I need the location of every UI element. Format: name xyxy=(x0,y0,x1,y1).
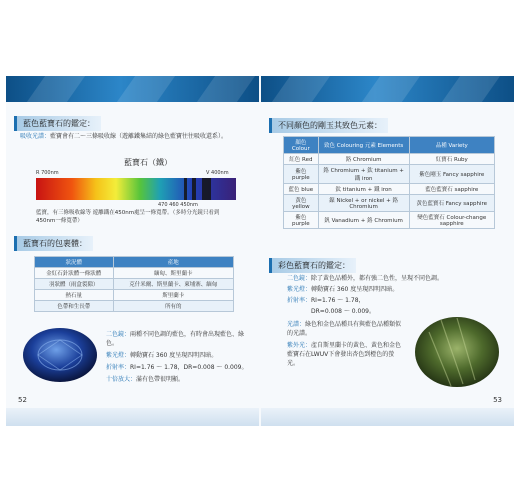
right-page xyxy=(261,76,514,426)
table-cell: 色帶和生長帶 xyxy=(35,301,114,312)
table-header-row xyxy=(35,257,234,268)
pleochroism-label: 二色鏡： xyxy=(106,331,131,338)
table-header-cell: 狀況體 xyxy=(35,257,114,268)
spectrum-line xyxy=(287,320,402,338)
absorption-spectrum xyxy=(36,178,236,200)
table-row xyxy=(284,195,495,212)
footer-band xyxy=(6,408,259,426)
table-header-cell: 產地 xyxy=(113,257,233,268)
table-cell: 鉻 Chromium xyxy=(318,154,409,165)
left-props xyxy=(106,330,254,384)
table-row xyxy=(35,268,234,279)
table-row xyxy=(284,154,495,165)
uv-text: 轉動寶石 360 度呈現四明四暗。 xyxy=(311,286,399,293)
ri-label: 折射率： xyxy=(287,297,312,304)
ri-text: RI=1.76 ～ 1.78，DR=0.008 ～ 0.009。 xyxy=(130,364,248,371)
ri-line xyxy=(287,296,502,305)
uv-text: 轉動寶石 360 度呈現四明四暗。 xyxy=(130,352,218,359)
magnification-line xyxy=(106,375,254,384)
table-cell: 黃色 yellow xyxy=(284,195,319,212)
pleochroism-line xyxy=(287,274,502,283)
table-cell: 藍色 blue xyxy=(284,184,319,195)
table-cell: 克什米爾、斯里蘭卡、柬埔寨、緬甸 xyxy=(113,279,233,290)
table-cell: 黃色藍寶石 Fancy sapphire xyxy=(409,195,494,212)
table-row xyxy=(35,279,234,290)
left-page xyxy=(6,76,259,426)
uv-fluorescence-text: 產自斯里蘭卡的黃色、黃色和金色藍寶石在LWUV下會發出杏色到橙色的螢光。 xyxy=(287,342,402,367)
spectrum-label: 光譜： xyxy=(287,321,306,328)
uv-fluorescence-label: 紫外光： xyxy=(287,342,312,349)
table-header-row xyxy=(284,137,495,154)
section-title-inclusions: 藍寶石的包裹體： xyxy=(14,236,93,251)
table-cell: 紫色剛玉 Fancy sapphire xyxy=(409,165,494,184)
uv-line xyxy=(287,285,502,294)
spectrum-left-label: R 700nm xyxy=(36,170,59,176)
table-cell: 鎳 Nickel + or nickel + 鉻 Chromium xyxy=(318,195,409,212)
uv-line xyxy=(106,351,254,360)
book-spread xyxy=(6,76,514,426)
right-props-top xyxy=(287,274,502,316)
dr-line: DR=0.008 ～ 0.009。 xyxy=(311,308,375,315)
uv-fluorescence-line xyxy=(287,341,402,368)
table-header-cell: 品種 Variety xyxy=(409,137,494,154)
ri-text: RI=1.76 ～ 1.78， xyxy=(311,297,365,304)
ri-label: 折射率： xyxy=(106,364,131,371)
right-props-bottom xyxy=(287,320,402,368)
table-cell: 紅色 Red xyxy=(284,154,319,165)
section-title-blue-sapphire: 藍色藍寶石的鑑定： xyxy=(14,116,101,131)
table-cell: 變色藍寶石 Colour-change sapphire xyxy=(409,212,494,229)
table-cell: 鉻 Chromium + 鈦 titanium + 鐵 iron xyxy=(318,165,409,184)
absorption-paragraph xyxy=(20,132,250,141)
table-cell: 所有的 xyxy=(113,301,233,312)
table-header-cell: 致色 Colouring 元素 Elements xyxy=(318,137,409,154)
blue-sapphire-image xyxy=(20,324,100,386)
uv-label: 紫光燈： xyxy=(287,286,312,293)
table-row xyxy=(35,290,234,301)
table-cell: 金紅石針狀體一條狀體 xyxy=(35,268,114,279)
table-cell: 釩 Vanadium + 鉻 Chromium xyxy=(318,212,409,229)
table-cell: 藍色藍寶石 sapphire xyxy=(409,184,494,195)
table-cell: 鈦 titanium + 鐵 iron xyxy=(318,184,409,195)
page-number: 52 xyxy=(18,396,27,404)
table-row xyxy=(35,301,234,312)
inclusion-table xyxy=(34,256,234,312)
pleochroism-label: 二色鏡： xyxy=(287,275,312,282)
spectrum-title: 藍寶石（鐵） xyxy=(124,158,172,167)
magnification-text: 滿有色帶很明顯。 xyxy=(136,376,185,383)
table-cell: 紫色 purple xyxy=(284,165,319,184)
table-cell: 緬甸、斯里蘭卡 xyxy=(113,268,233,279)
table-header-cell: 顏色 Colour xyxy=(284,137,319,154)
table-row xyxy=(284,212,495,229)
spectrum-caption: 藍寶，有三條吸收線等 遊離鐵在450nm處呈一條寬帶。（多時分光鏡只看到450nm一條寬帶） xyxy=(36,210,220,224)
absorption-text: 藍寶會有二～三條吸收線（遊離鐵集結的綠色藍寶往往吸收還系）。 xyxy=(50,133,228,140)
absorption-label: 吸收光譜： xyxy=(20,133,51,140)
header-band xyxy=(6,76,259,102)
spectrum-ticks: 470 460 450nm xyxy=(158,202,198,208)
pleochroism-line xyxy=(106,330,254,348)
green-sapphire-image xyxy=(411,314,503,390)
page-number: 53 xyxy=(493,396,502,404)
header-band xyxy=(261,76,514,102)
colour-element-table xyxy=(283,136,495,229)
table-row xyxy=(284,184,495,195)
table-cell: 熱石量 xyxy=(35,290,114,301)
spectrum-text: 綠色和金色品種具有與藍色品種類似的光譜。 xyxy=(287,321,402,337)
pleochroism-text: 除了黃色品種外，都有強二色性，呈現不同色調。 xyxy=(311,275,444,282)
magnification-label: 十倍放大： xyxy=(106,376,137,383)
table-cell: 紫色 purple xyxy=(284,212,319,229)
uv-label: 紫光燈： xyxy=(106,352,131,359)
section-title-colouring-elements: 不同顏色的剛玉其致色元素： xyxy=(269,118,388,133)
table-row xyxy=(284,165,495,184)
footer-band xyxy=(261,408,514,426)
table-cell: 斯里蘭卡 xyxy=(113,290,233,301)
ri-line xyxy=(106,363,254,372)
pleochroism-text: 兩種不同色調的藍色，有時會出現藍色、綠色。 xyxy=(106,331,245,347)
table-cell: 紅寶石 Ruby xyxy=(409,154,494,165)
spectrum-right-label: V 400nm xyxy=(206,170,229,176)
section-title-fancy-sapphire: 彩色藍寶石的鑑定： xyxy=(269,258,356,273)
table-cell: 羽狀體（雨盒裂隙） xyxy=(35,279,114,290)
